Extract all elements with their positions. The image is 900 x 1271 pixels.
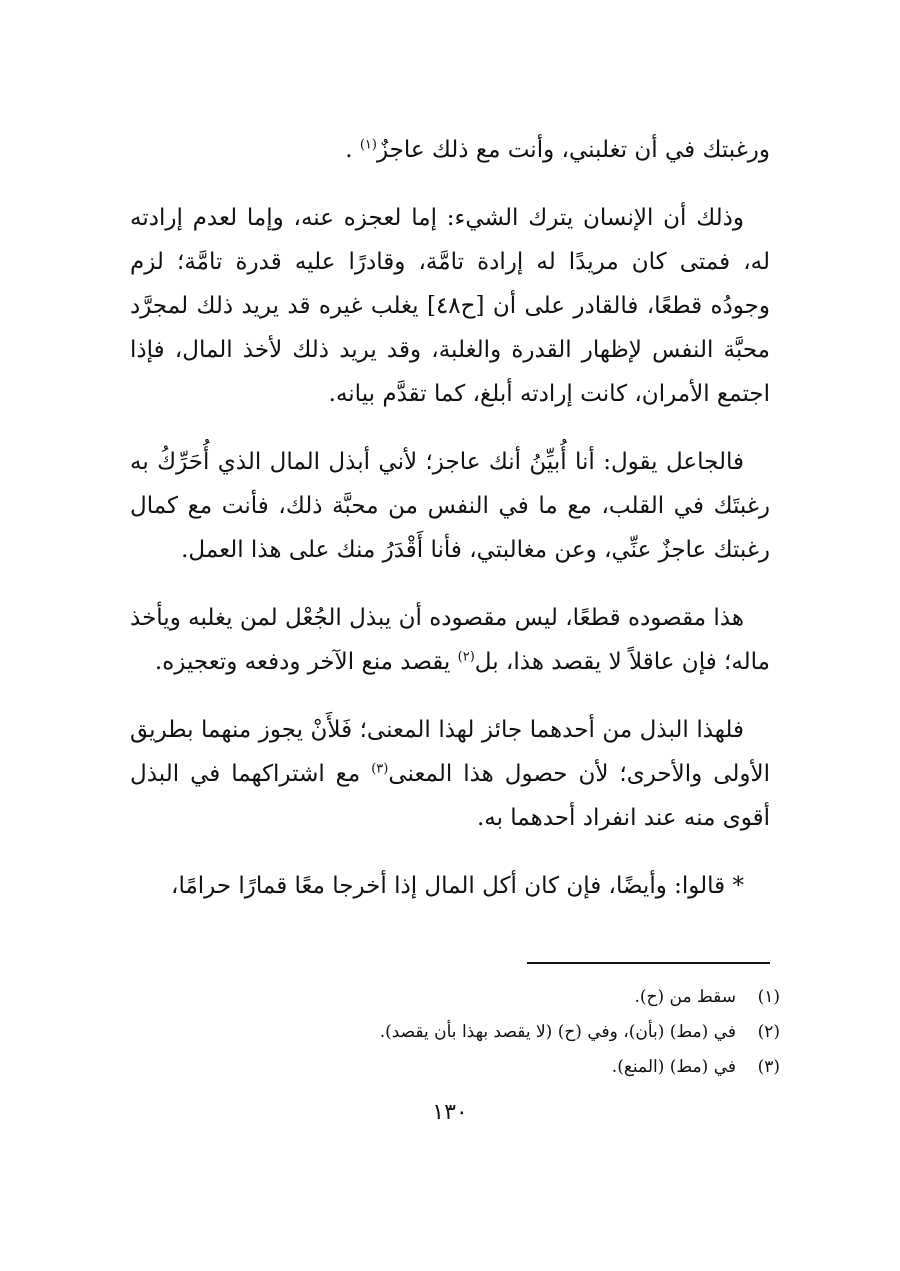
paragraph-1 [130,128,770,172]
footnote-text: سقط من (ح). [634,987,736,1007]
paragraph-1-text: ورغبتك في أن تغلبني، وأنت مع ذلك عاجزٌ [376,137,770,163]
paragraph-5-end: مع اشتراكهما في البذل أقوى منه عند انفراد أحدهما به. [130,761,770,831]
paragraph-4-end: يقصد منع الآخر ودفعه وتعجيزه. [154,649,458,675]
paragraph-4 [130,596,770,684]
footnote-2 [300,1015,780,1050]
paragraph-5-text: فلهذا البذل من أحدهما جائز لهذا المعنى؛ فَلأَنْ يجوز منهما بطريق الأولى والأحرى؛ لأن حصول هذا المعنى [130,717,770,787]
main-text [130,128,770,932]
paragraph-1-end: . [345,137,360,163]
footnote-3 [300,1050,780,1085]
footnotes [300,980,780,1085]
footnote-number: (٢) [757,1022,780,1042]
paragraph-4-text: هذا مقصوده قطعًا، ليس مقصوده أن يبذل الجُعْل لمن يغلبه ويأخذ ماله؛ فإن عاقلاً لا يقصد هذا، بل [130,605,770,675]
footnote-text: في (مط) (المنع). [611,1057,736,1077]
footnote-1 [300,980,780,1015]
footnote-number: (٣) [757,1057,780,1077]
footnote-text: في (مط) (بأن)، وفي (ح) (لا يقصد بهذا بأن يقصد). [379,1022,736,1042]
footnote-number: (١) [757,987,780,1007]
footnote-divider [527,962,770,964]
paragraph-5 [130,708,770,840]
footnote-ref-1: (١) [359,137,377,153]
footnote-ref-3: (٣) [371,761,389,777]
page-number: ١٣٠ [432,1100,468,1125]
paragraph-6: * قالوا: وأيضًا، فإن كان أكل المال إذا أخرجا معًا قمارًا حرامًا، [171,873,744,899]
paragraph-3: فالجاعل يقول: أنا أُبيِّنُ أنك عاجز؛ لأني أبذل المال الذي أُحَرِّكُ به رغبتَك في القلب، مع ما في النفس من محبَّة ذلك، فأنت مع كمال رغبتك عاجزٌ عنِّي، وعن مغالبتي، فأنا أَقْدَرُ منك على هذا العمل. [130,449,770,563]
paragraph-2: وذلك أن الإنسان يترك الشيء: إما لعجزه عنه، وإما لعدم إرادته له، فمتى كان مريدًا له إرادة تامَّة، وقادرًا عليه قدرة تامَّة؛ لزم وجودُه قطعًا، فالقادر على أن [ح٤٨] يغلب غيره قد يريد ذلك لمجرَّد محبَّة النفس لإظهار القدرة والغلبة، وقد يريد ذلك لأخذ المال، فإذا اجتمع الأمران، كانت إرادته أبلغ، كما تقدَّم بيانه. [130,205,770,407]
footnote-ref-2: (٢) [457,649,475,665]
